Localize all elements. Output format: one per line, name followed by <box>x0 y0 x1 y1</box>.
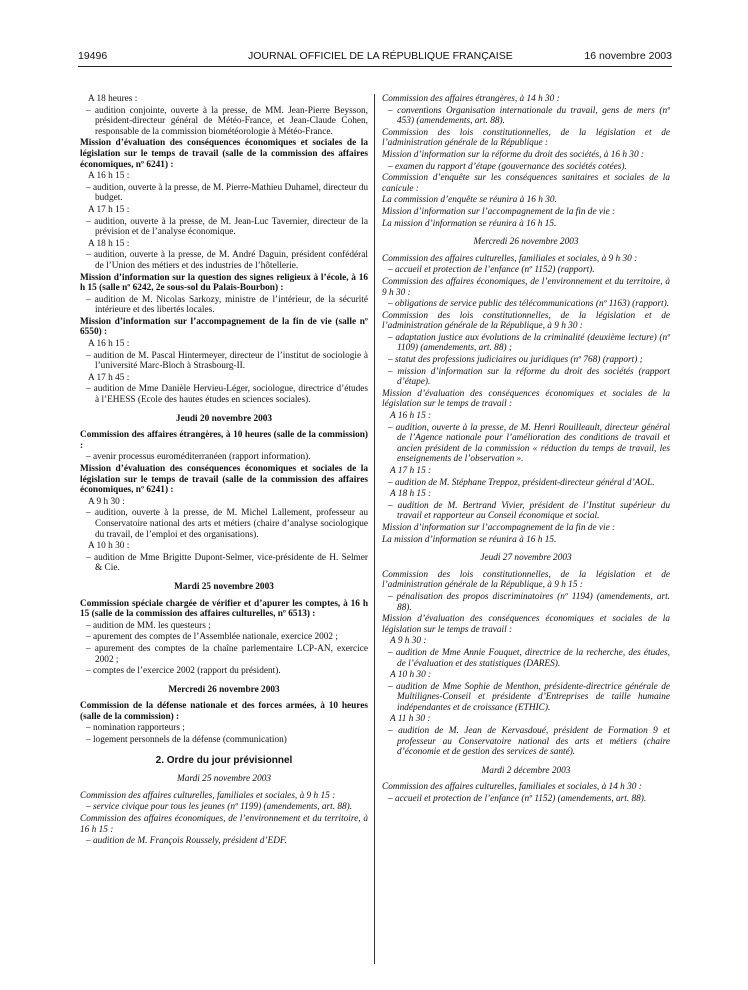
page-header <box>78 50 672 64</box>
page-number: 19496 <box>78 50 108 62</box>
agenda-item: – audition, ouverte à la presse, de M. Jean-Luc Tavernier, directeur de la prévision et de l’analyse économique. <box>86 216 368 238</box>
time-slot: A 10 h 30 : <box>88 541 130 552</box>
committee-heading: La mission d’information se réunira à 16 h 15. <box>382 534 557 545</box>
committee-heading: Commission des affaires économiques, de l’environnement et du territoire, à 16 h 15 : <box>80 814 368 835</box>
day-heading: Jeudi 27 novembre 2003 <box>480 553 572 564</box>
section-title: 2. Ordre du jour prévisionnel <box>155 754 293 766</box>
committee-heading: Mission d’information sur l’accompagnement de la fin de vie : <box>382 522 616 533</box>
agenda-item: – adaptation justice aux évolutions de la criminalité (deuxième lecture) (nº 1109) (amendements, art. 88) ; <box>388 332 670 354</box>
time-slot: A 10 h 30 : <box>390 670 432 681</box>
agenda-item: – audition de Mme Annie Fouquet, directrice de la recherche, des études, de l’évaluation et des statistiques (DARES). <box>388 647 670 669</box>
time-slot: A 9 h 30 : <box>390 636 427 647</box>
agenda-item: – audition, ouverte à la presse, de M. Henri Rouilleault, directeur général de l’Agence nationale pour l’amélioration des conditions de travail et ancien président de la commission « réduction du temps de travail, les enseignements de l’observation ». <box>388 422 670 465</box>
committee-heading: Commission des affaires économiques, de l’environnement et du territoire, à 9 h 30 : <box>382 276 670 298</box>
committee-heading: Mission d’information sur l’accompagnement de la fin de vie : <box>382 206 616 217</box>
committee-heading: Mission d’information sur la réforme du droit des sociétés, à 16 h 30 : <box>382 149 645 160</box>
time-slot: A 9 h 30 : <box>88 496 125 507</box>
agenda-item: – examen du rapport d’étape (gouvernance des sociétés cotées). <box>388 161 627 172</box>
day-heading: Mercredi 26 novembre 2003 <box>168 684 280 695</box>
journal-title: JOURNAL OFFICIEL DE LA RÉPUBLIQUE FRANÇAISE <box>248 50 513 62</box>
committee-heading: Commission des lois constitutionnelles, de la législation et de l’administration générale de la République, à 9 h 15 : <box>382 569 670 591</box>
committee-heading: Commission des affaires étrangères, à 10 heures (salle de la commission) : <box>80 430 368 451</box>
time-slot: A 16 h 15 : <box>390 411 432 422</box>
committee-heading: Mission d’évaluation des conséquences économiques et sociales de la législation sur le temps de travail : <box>382 388 670 410</box>
time-slot: A 18 h 15 : <box>88 238 130 249</box>
agenda-item: – service civique pour tous les jeunes (nº 1199) (amendements, art. 88). <box>86 802 353 813</box>
time-slot: A 17 h 15 : <box>88 204 130 215</box>
agenda-item: – apurement des comptes de la chaîne parlementaire LCP-AN, exercice 2002 ; <box>86 643 368 665</box>
committee-heading: Commission d’enquête sur les conséquences sanitaires et sociales de la canicule : <box>382 173 670 194</box>
committee-heading: Commission spéciale chargée de vérifier et d’apurer les comptes, à 16 h 15 (salle de la commission des affaires culturelles, nº 6513) : <box>80 598 368 620</box>
time-slot: A 17 h 15 : <box>390 466 432 476</box>
committee-heading: La commission d’enquête se réunira à 16 h 30. <box>382 195 557 206</box>
agenda-item: – apurement des comptes de l’Assemblée nationale, exercice 2002 ; <box>86 632 338 643</box>
agenda-item: – statut des professions judiciaires ou juridiques (nº 768) (rapport) ; <box>388 355 643 366</box>
committee-heading: Commission de la défense nationale et des forces armées, à 10 heures (salle de la commission) : <box>80 701 368 722</box>
committee-heading: Mission d’évaluation des conséquences économiques et sociales de la législation sur le temps de travail : <box>382 614 670 635</box>
agenda-item: – avenir processus euroméditerranéen (rapport information). <box>86 452 311 463</box>
right-column <box>382 94 670 806</box>
agenda-item: – audition de M. Jean de Kervasdoué, président de Formation 9 et professeur au Conservatoire national des arts et métiers (chaire d’économie et de gestion des services de santé). <box>388 726 670 758</box>
day-heading: Mardi 2 décembre 2003 <box>481 765 571 776</box>
committee-heading: Commission des lois constitutionnelles, de la législation et de l’administration générale de la République : <box>382 127 670 149</box>
agenda-item: – audition de M. François Roussely, président d’EDF. <box>86 836 287 847</box>
agenda-item: – audition de M. Bertrand Vivier, président de l’Institut supérieur du travail et rapporteur au Conseil économique et social. <box>388 500 670 522</box>
time-slot: A 18 heures : <box>88 94 138 104</box>
time-slot: A 16 h 15 : <box>88 171 130 182</box>
day-heading: Mardi 25 novembre 2003 <box>174 581 274 592</box>
left-column <box>80 94 368 848</box>
agenda-item: – audition de MM. les questeurs ; <box>86 620 211 631</box>
agenda-item: – audition de M. Stéphane Treppoz, président-directeur général d’AOL. <box>388 477 655 488</box>
agenda-item: – audition de Mme Brigitte Dupont-Selmer, vice-présidente de H. Selmer & Cie. <box>86 552 368 574</box>
agenda-item: – audition, ouverte à la presse, de M. Pierre-Mathieu Duhamel, directeur du budget. <box>86 182 368 204</box>
column-divider <box>374 94 375 964</box>
agenda-item: – audition de M. Nicolas Sarkozy, ministre de l’intérieur, de la sécurité intérieure et des libertés locales. <box>86 294 368 316</box>
agenda-item: – pénalisation des propos discriminatoires (nº 1194) (amendements, art. 88). <box>388 591 670 613</box>
agenda-item: – logement personnels de la défense (communication) <box>86 735 287 746</box>
committee-heading: Commission des affaires culturelles, familiales et sociales, à 9 h 30 : <box>382 253 638 264</box>
committee-heading: La mission d’information se réunira à 16 h 15. <box>382 218 557 229</box>
agenda-item: – conventions Organisation internationale du travail, gens de mers (nº 453) (amendements, art. 88). <box>388 105 670 127</box>
agenda-item: – audition de Mme Sophie de Menthon, présidente-directrice générale de Multilignes-Conseil et présidente d’Entreprises de taille humaine indépendantes et de croissance (ETHIC). <box>388 681 670 713</box>
committee-heading: Commission des affaires culturelles, familiales et sociales, à 9 h 15 : <box>80 790 336 801</box>
agenda-item: – accueil et protection de l’enfance (nº 1152) (rapport). <box>388 265 595 276</box>
agenda-item: – audition, ouverte à la presse, de M. Michel Lallement, professeur au Conservatoire national des arts et métiers (chaire d’analyse sociologique du travail, de l’emploi et des organisations). <box>86 508 368 540</box>
committee-heading: Mission d’information sur l’accompagnement de la fin de vie (salle nº 6550) : <box>80 316 368 338</box>
day-heading: Mercredi 26 novembre 2003 <box>473 237 579 248</box>
agenda-item: – obligations de service public des télécommunications (nº 1163) (rapport). <box>388 299 670 310</box>
agenda-item: – mission d’information sur la réforme du droit des sociétés (rapport d’étape). <box>388 366 670 388</box>
time-slot: A 16 h 15 : <box>88 339 130 350</box>
agenda-item: – accueil et protection de l’enfance (nº 1152) (amendements, art. 88). <box>388 794 647 805</box>
agenda-item: – nomination rapporteurs ; <box>86 723 185 734</box>
committee-heading: Commission des lois constitutionnelles, de la législation et de l’administration générale de la République, à 9 h 30 : <box>382 310 670 332</box>
committee-heading: Commission des affaires culturelles, familiales et sociales, à 14 h 30 : <box>382 782 642 793</box>
time-slot: A 18 h 15 : <box>390 489 432 500</box>
day-heading: Mardi 25 novembre 2003 <box>176 774 272 785</box>
day-heading: Jeudi 20 novembre 2003 <box>175 413 273 424</box>
committee-heading: Mission d’évaluation des conséquences économiques et sociales de la législation sur le temps de travail (salle de la commission des affaires économiques, nº 6241) : <box>80 464 368 496</box>
agenda-item: – comptes de l’exercice 2002 (rapport du président). <box>86 666 281 677</box>
agenda-item: – audition, ouverte à la presse, de M. André Daguin, président confédéral de l’Union des métiers et des industries de l’hôtellerie. <box>86 250 368 271</box>
agenda-item: – audition de M. Pascal Hintermeyer, directeur de l’institut de sociologie à l’université Marc-Bloch à Strasbourg-II. <box>86 350 368 372</box>
header-rule <box>78 66 672 67</box>
time-slot: A 11 h 30 : <box>390 714 431 725</box>
issue-date: 16 novembre 2003 <box>584 50 672 62</box>
agenda-item: – audition conjointe, ouverte à la presse, de MM. Jean-Pierre Beysson, président-directeur général de Météo-France, et Jean-Claude Cohen, responsable de la commission biométéorologie à Météo-France. <box>86 105 368 137</box>
committee-heading: Mission d’information sur la question des signes religieux à l’école, à 16 h 15 (salle nº 6242, 2e sous-sol du Palais-Bourbon) : <box>80 272 368 294</box>
committee-heading: Commission des affaires étrangères, à 14 h 30 : <box>382 94 560 104</box>
committee-heading: Mission d’évaluation des conséquences économiques et sociales de la législation sur le temps de travail (salle de la commission des affaires économiques, nº 6241) : <box>80 138 368 170</box>
agenda-item: – audition de Mme Danièle Hervieu-Léger, sociologue, directrice d’études à l’EHESS (Ecole des hautes études en sciences sociales). <box>86 384 368 406</box>
time-slot: A 17 h 45 : <box>88 372 130 383</box>
